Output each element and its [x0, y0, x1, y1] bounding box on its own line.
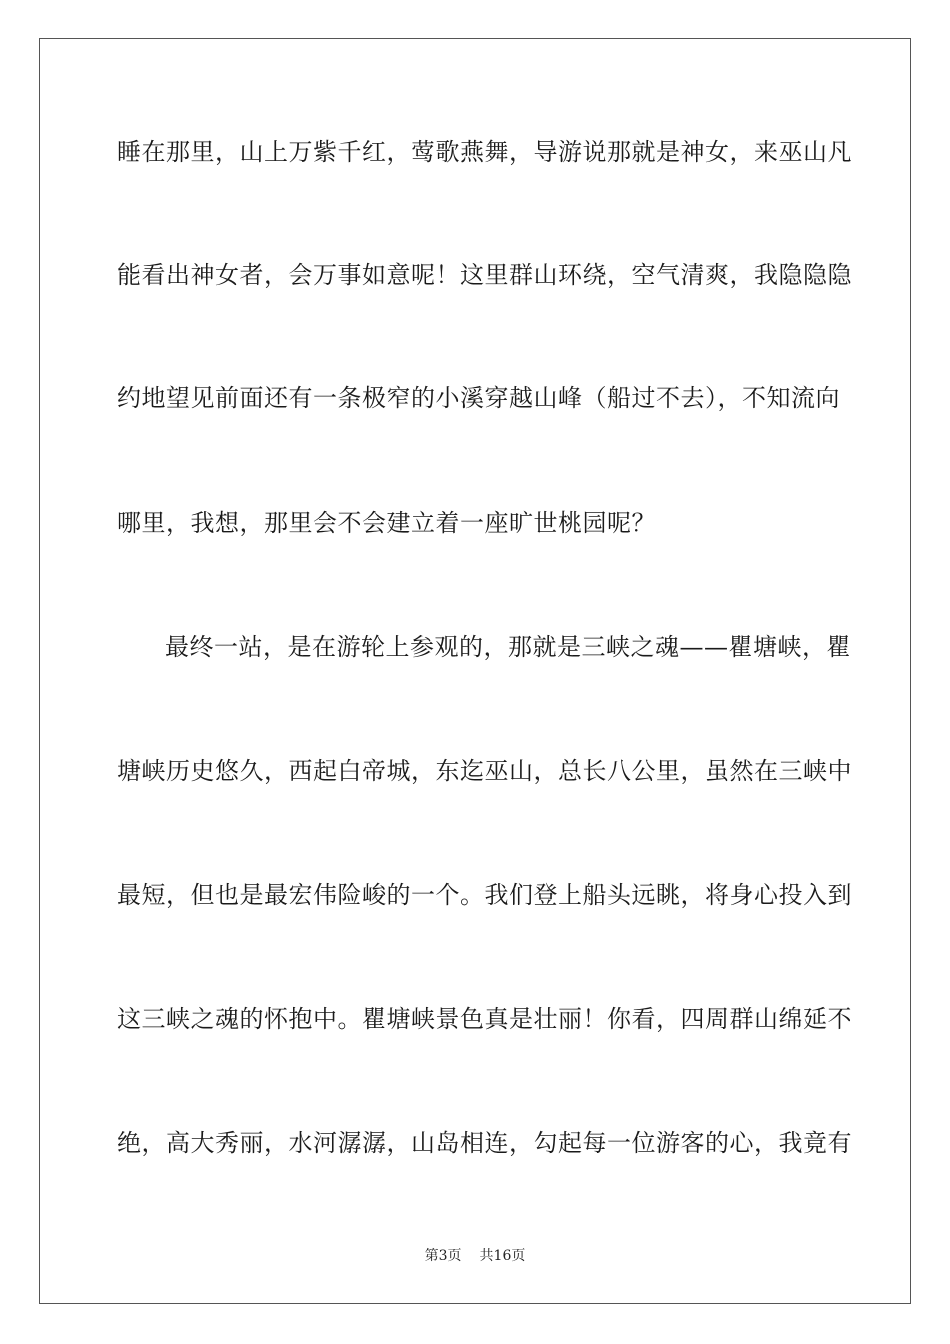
text-line-7: 最短，但也是最宏伟险峻的一个。我们登上船头远眺，将身心投入到: [117, 881, 852, 909]
page-footer: [0, 1247, 950, 1265]
text-line-3: 约地望见前面还有一条极窄的小溪穿越山峰（船过不去），不知流向: [117, 384, 840, 412]
text-line-9: 绝，高大秀丽，水河潺潺，山岛相连，勾起每一位游客的心，我竟有: [117, 1129, 852, 1157]
text-line-2: 能看出神女者，会万事如意呢！这里群山环绕，空气清爽，我隐隐隐: [117, 261, 852, 289]
page-number: 第3页: [424, 1248, 462, 1264]
text-line-1: 睡在那里，山上万紫千红，莺歌燕舞，导游说那就是神女，来巫山凡: [117, 138, 852, 166]
page-total: 共16页: [479, 1248, 526, 1264]
text-line-4: 哪里，我想，那里会不会建立着一座旷世桃园呢？: [117, 509, 656, 537]
text-line-5: 最终一站，是在游轮上参观的，那就是三峡之魂——瞿塘峡，瞿: [165, 633, 851, 661]
page-border: [39, 38, 911, 1304]
text-line-6: 塘峡历史悠久，西起白帝城，东迄巫山，总长八公里，虽然在三峡中: [117, 757, 852, 785]
text-line-8: 这三峡之魂的怀抱中。瞿塘峡景色真是壮丽！你看，四周群山绵延不: [117, 1005, 852, 1033]
